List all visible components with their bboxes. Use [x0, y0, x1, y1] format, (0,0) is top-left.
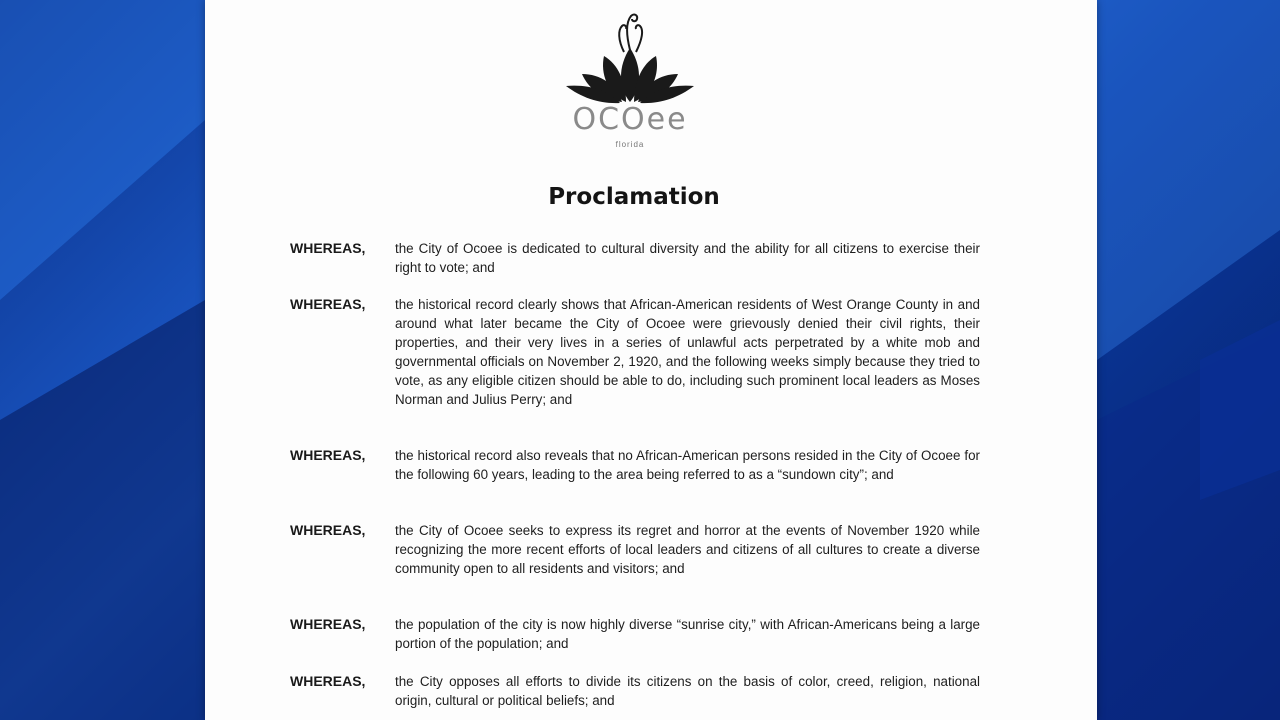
proclamation-document-page: [205, 0, 1097, 720]
clause-text: the population of the city is now highly diverse “sunrise city,” with African-Americans being a large portion of the population; and: [395, 617, 980, 651]
clause-text: the City of Ocoee seeks to express its regret and horror at the events of November 1920 while recognizing the more recent efforts of local leaders and citizens of all cultures to create a diverse community open to all residents and visitors; and: [395, 523, 980, 576]
clause-keyword: WHEREAS,: [290, 447, 366, 463]
clause-keyword: WHEREAS,: [290, 296, 366, 312]
clause-keyword: WHEREAS,: [290, 673, 366, 689]
lotus-flower-logo-icon: [560, 4, 700, 104]
clause-keyword: WHEREAS,: [290, 522, 366, 538]
logo-subtitle: florida: [615, 140, 645, 149]
clause-text: the City of Ocoee is dedicated to cultural diversity and the ability for all citizens to exercise their right to vote; and: [395, 241, 980, 275]
logo-wordmark: OCOee: [572, 102, 688, 137]
document-title: Proclamation: [548, 184, 720, 210]
clause-text: the historical record clearly shows that African-American residents of West Orange County in and around what later became the City of Ocoee were grievously denied their civil rights, their properties, and their very lives in a series of unlawful acts perpetrated by a white mob and governmental officials on November 2, 1920, and the following weeks simply because they tried to vote, as any eligible citizen should be able to do, including such prominent local leaders as Moses Norman and Julius Perry; and: [395, 297, 980, 407]
clause-text: the City opposes all efforts to divide its citizens on the basis of color, creed, religion, national origin, cultural or political beliefs; and: [395, 674, 980, 708]
clause-keyword: WHEREAS,: [290, 616, 366, 632]
clause-text: the historical record also reveals that no African-American persons resided in the City of Ocoee for the following 60 years, leading to the area being referred to as a “sundown city”; and: [395, 448, 980, 482]
clause-keyword: WHEREAS,: [290, 240, 366, 256]
